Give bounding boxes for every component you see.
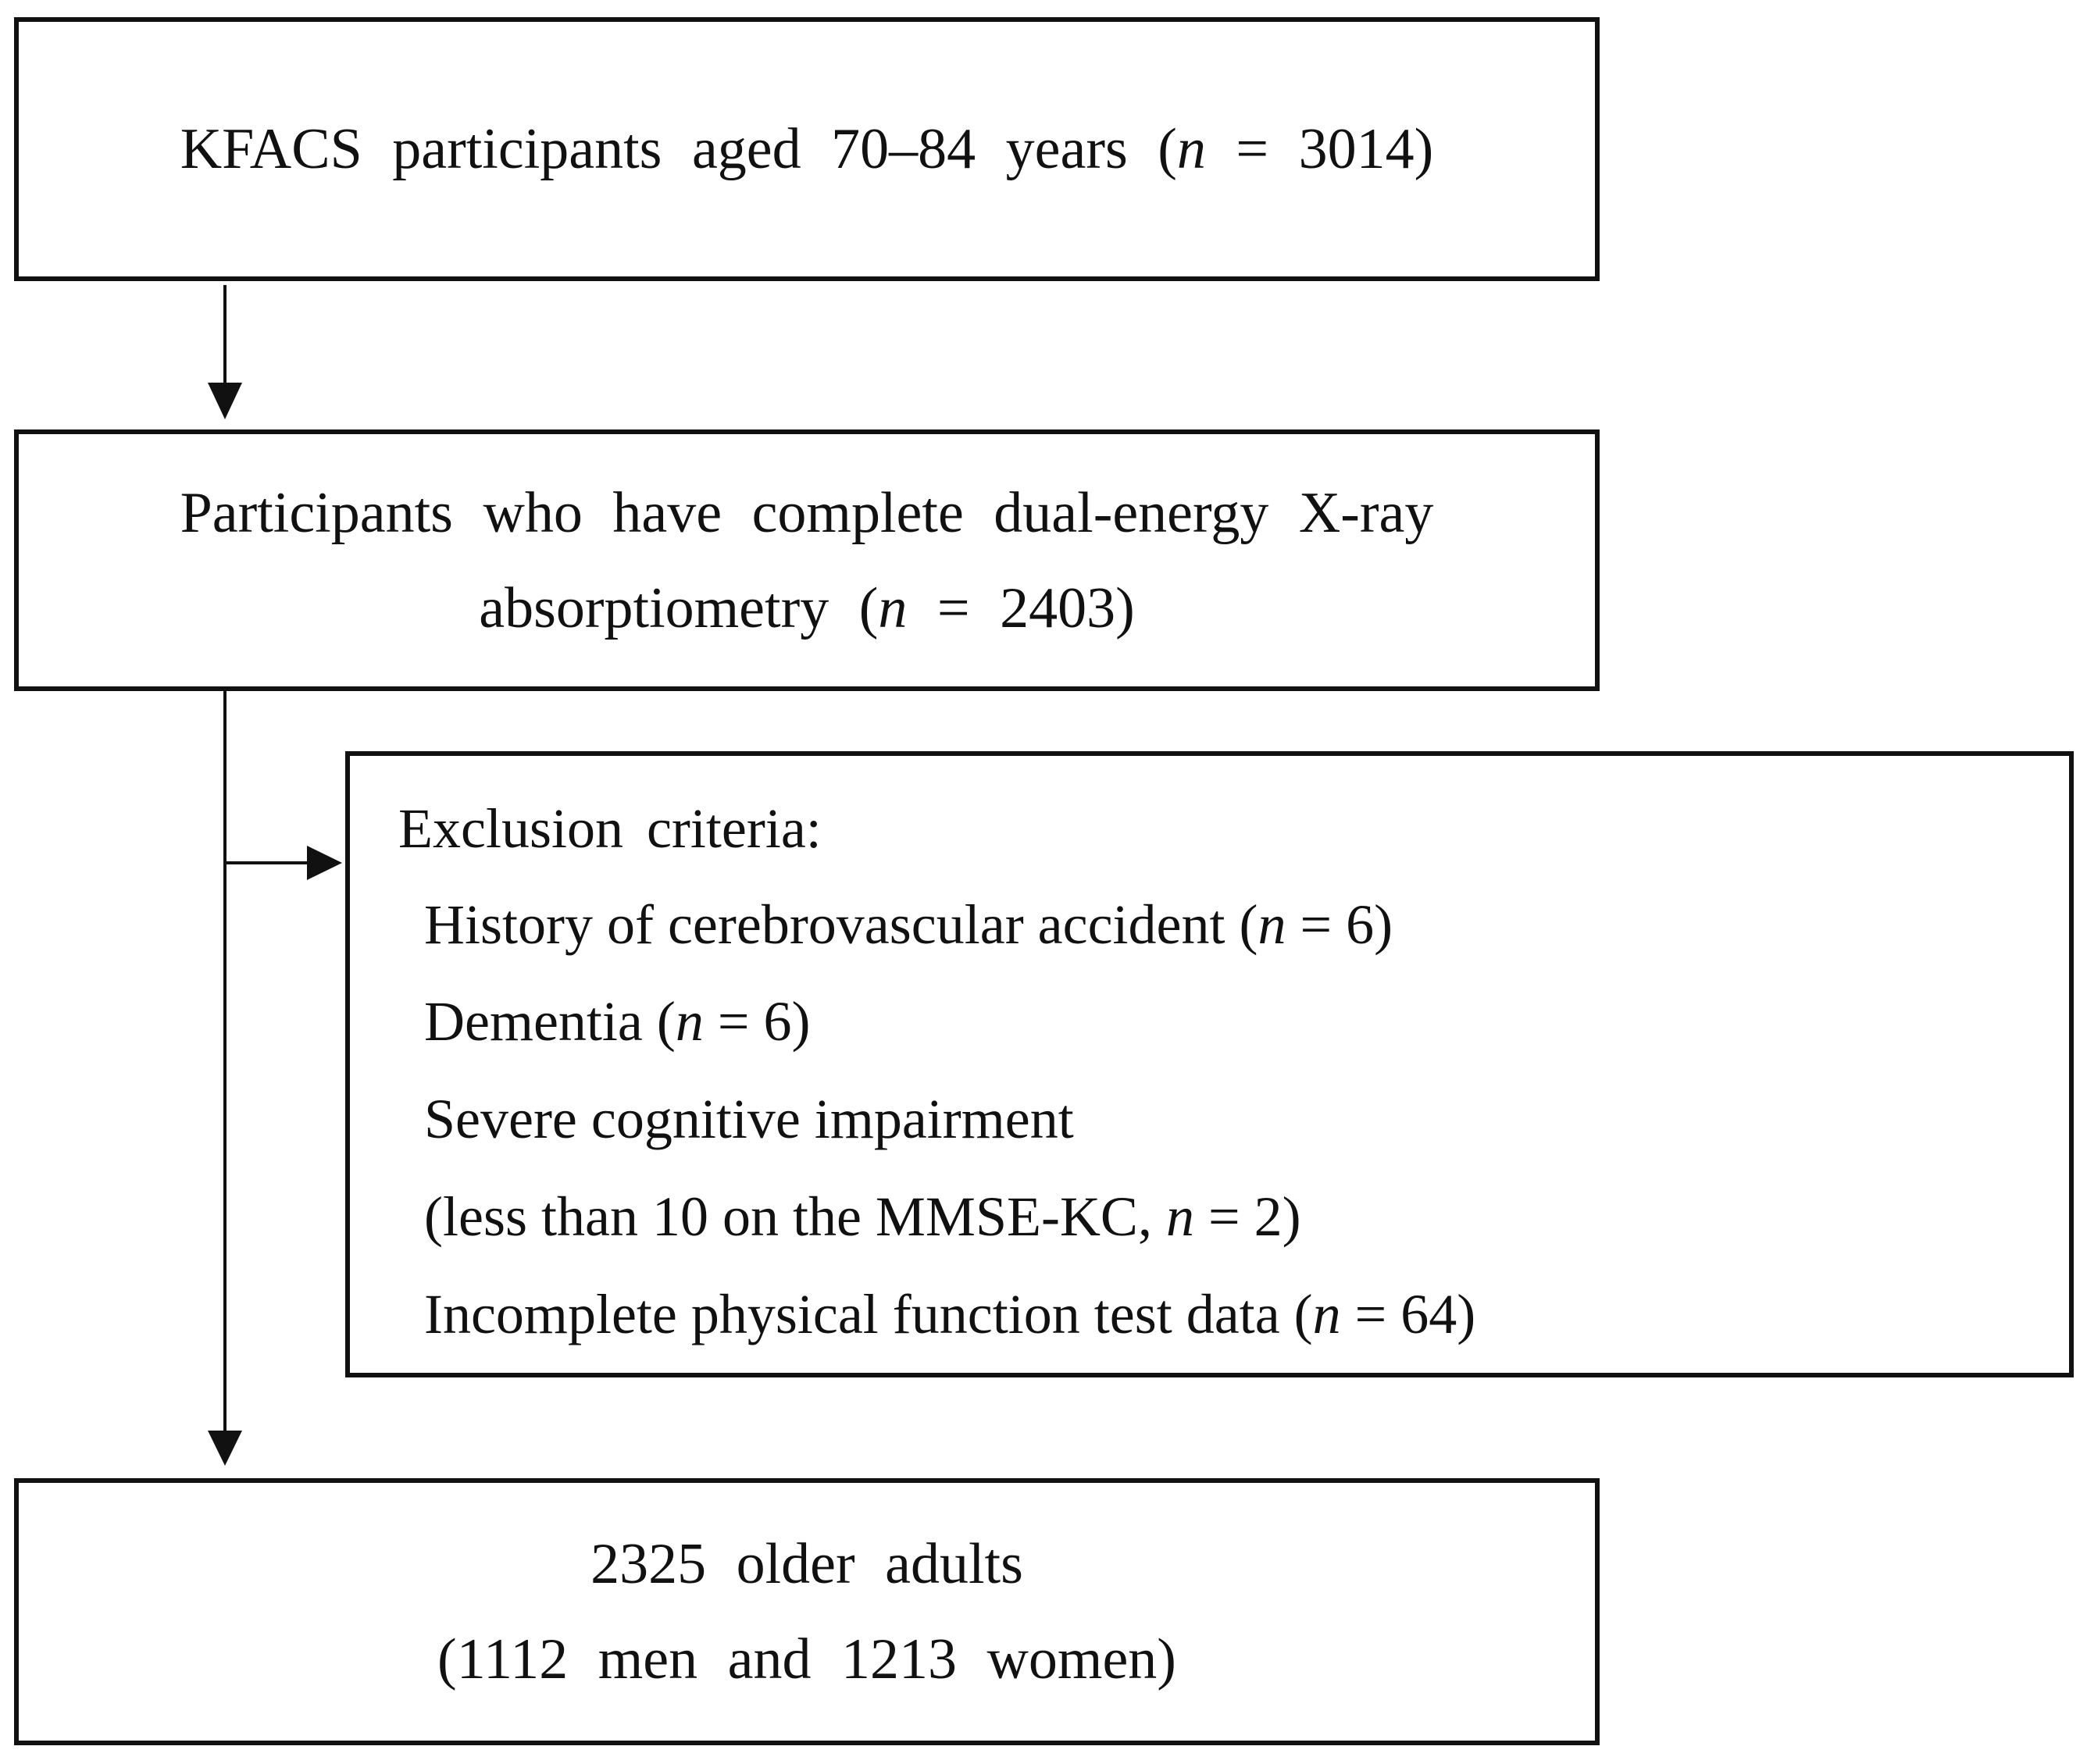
complete-dxa-line2 — [479, 561, 1135, 656]
arrowhead-branch-to-exclusion — [307, 846, 342, 880]
exclusion-item-dementia-n-label: n — [675, 990, 704, 1053]
exclusion-criteria-title: Exclusion criteria: — [398, 797, 822, 860]
exclusion-item-cognitive-impairment: Severe cognitive impairment — [424, 1088, 1074, 1150]
exclusion-item-mmse-prefix: (less than 10 on the MMSE-KC, — [424, 1185, 1166, 1248]
exclusion-item-cva-n-label: n — [1258, 893, 1286, 956]
exclusion-item-mmse-n-label: n — [1165, 1185, 1194, 1248]
exclusion-item-cva — [424, 893, 1393, 957]
arrowhead-second-to-final — [208, 1431, 242, 1466]
exclusion-item-dementia-value: = 6) — [703, 990, 811, 1053]
exclusion-item-dementia — [424, 989, 810, 1054]
kfacs-text-prefix: KFACS participants aged 70–84 years ( — [180, 117, 1177, 181]
box-kfacs-participants — [14, 17, 1600, 281]
arrowhead-top-to-second — [208, 383, 242, 419]
complete-dxa-n-label: n — [878, 576, 908, 640]
kfacs-n-label: n — [1176, 117, 1206, 181]
exclusion-item-mmse-value: = 2) — [1193, 1185, 1301, 1248]
older-adults-total: 2325 older adults — [590, 1532, 1023, 1596]
exclusion-item-cva-prefix: History of cerebrovascular accident ( — [424, 893, 1258, 956]
complete-dxa-line1: Participants who have complete dual-energy X-ray — [180, 480, 1434, 545]
kfacs-n-value: = 3014) — [1205, 117, 1434, 181]
exclusion-item-mmse — [424, 1185, 1301, 1249]
exclusion-item-physical-function — [424, 1282, 1475, 1347]
exclusion-item-physical-function-prefix: Incomplete physical function test data ( — [424, 1283, 1313, 1345]
exclusion-item-physical-function-value: = 64) — [1340, 1283, 1476, 1345]
exclusion-item-cva-value: = 6) — [1286, 893, 1393, 956]
box-exclusion-criteria — [345, 751, 2074, 1377]
exclusion-item-physical-function-n-label: n — [1312, 1283, 1341, 1345]
complete-dxa-n-value: = 2403) — [907, 576, 1135, 640]
older-adults-breakdown: (1112 men and 1213 women) — [437, 1627, 1176, 1691]
kfacs-participants-text — [180, 102, 1434, 197]
box-complete-dxa — [14, 429, 1600, 691]
exclusion-item-dementia-prefix: Dementia ( — [424, 990, 676, 1053]
box-older-adults — [14, 1478, 1600, 1745]
complete-dxa-line2-prefix: absorptiometry ( — [479, 576, 879, 640]
